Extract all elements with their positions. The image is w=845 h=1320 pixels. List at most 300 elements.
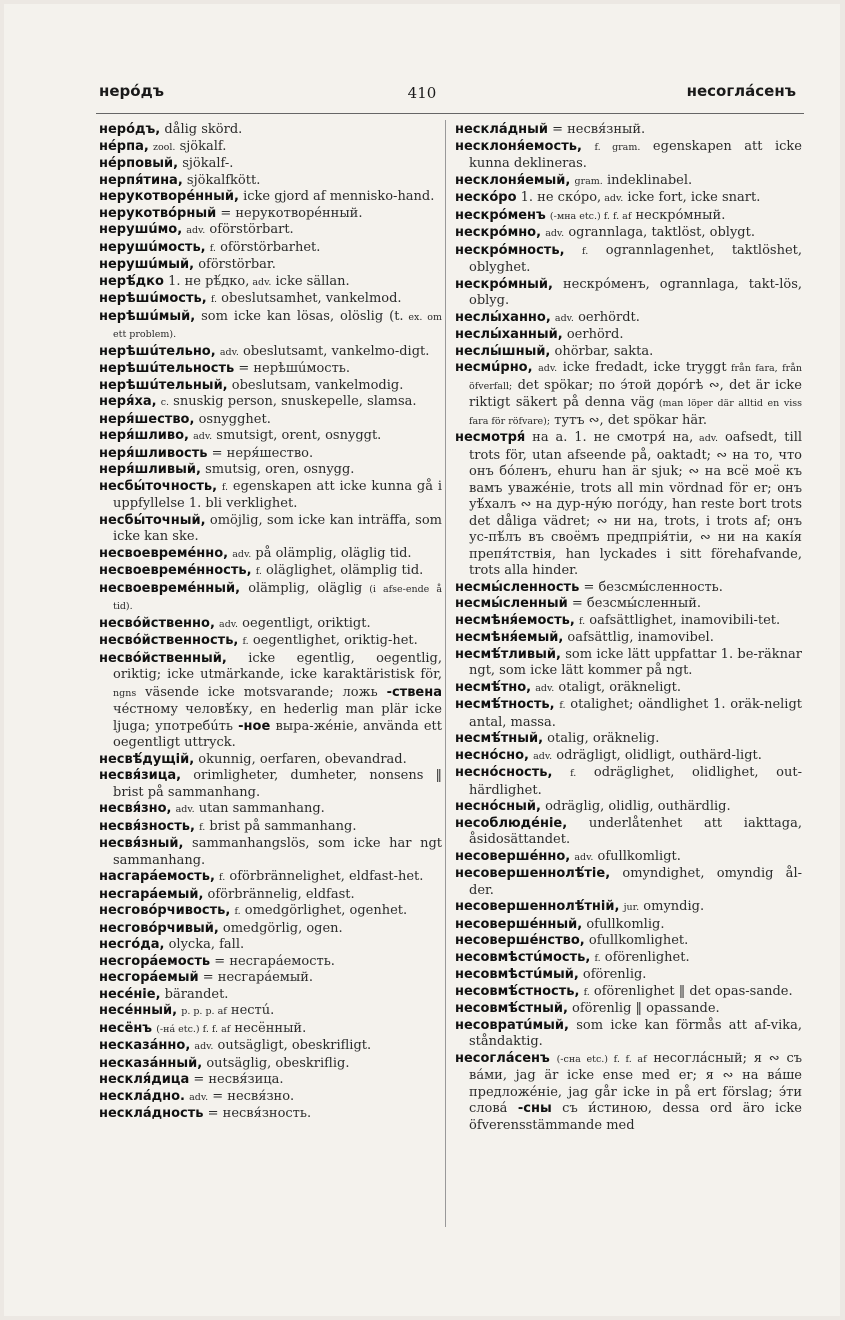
grammar-note: adv. (219, 618, 239, 630)
headword: несвóйственный, (99, 650, 227, 666)
dictionary-entry (99, 206, 442, 223)
form-inline: -ствена (386, 684, 442, 700)
definition-text: = несвя́зица. (193, 1072, 284, 1087)
headword: несоблюдéніе, (455, 815, 568, 831)
headword: нескрóмно, (455, 225, 542, 240)
dictionary-entry (455, 799, 802, 816)
definition-text: sammanhangslös, som icke har ngt sammanhang. (113, 836, 442, 868)
dictionary-entry (99, 1021, 442, 1039)
headword: несмѣ́тливый, (455, 646, 561, 662)
dictionary-entry (99, 1106, 442, 1123)
definition-text: = несвя́зность. (207, 1106, 312, 1121)
definition-text: otaligt, oräkneligt. (554, 679, 682, 695)
grammar-note: adv. (186, 225, 206, 236)
dictionary-entry (99, 462, 442, 479)
headword: несклáдный (455, 122, 548, 137)
definition-text: съ и́стиною, dessa ord äro icke öfverensstämmande med (469, 1101, 802, 1133)
dictionary-entry (99, 173, 442, 190)
dictionary-entry (455, 430, 802, 580)
definition-text: нескрóменъ, ogrannlaga, takt-lös, oblyg. (469, 276, 802, 308)
definition-text: olämplig, oläglig (248, 580, 363, 596)
headword: несмотря́ (455, 430, 526, 445)
dictionary-entry (455, 344, 802, 361)
headword: несовмѣ́стный, (455, 1001, 568, 1016)
headword: несмѣ́тный, (455, 731, 544, 746)
dictionary-entry (99, 156, 442, 173)
dictionary-entry (455, 310, 802, 328)
page-number: 410 (407, 84, 437, 102)
definition-text: = неря́шество. (211, 445, 314, 461)
headword: несоглáсенъ (455, 1050, 550, 1066)
dictionary-entry (455, 596, 802, 613)
column-divider (445, 120, 446, 1227)
definition-text: ofullkomlighet. (588, 933, 689, 948)
definition-text: = несвя́зный. (552, 122, 646, 137)
headword: несéнный, (99, 1003, 178, 1018)
definition-text: oafsättlig, inamovibel. (567, 630, 714, 645)
headword: нерóдъ, (99, 122, 161, 137)
dictionary-entry (99, 581, 442, 616)
left-column (99, 122, 442, 1123)
definition-text: obeslutsam, vankelmodig. (231, 377, 404, 393)
dictionary-entry (455, 765, 802, 799)
headword: несовершéнно, (455, 848, 571, 864)
definition-text: oafsättlighet, inamovibili-tet. (585, 612, 781, 628)
grammar-note: (man löper där alltid en viss fara för röfvare); (469, 398, 803, 427)
grammar-note: f. (255, 566, 262, 577)
grammar-note: f. (221, 481, 229, 493)
headword: несовершéнный, (455, 916, 583, 932)
headword: неря́шливо, (99, 428, 189, 443)
grammar-note: zool. (152, 141, 176, 153)
headword: нéрпа, (99, 138, 149, 154)
definition-text: omöjlig, som icke kan inträffa, som icke kan ske. (113, 512, 442, 544)
headword: нерукотворéнный, (99, 189, 239, 204)
definition-text: osnygghet. (198, 411, 271, 427)
definition-text: нескрóмный. (631, 207, 726, 223)
definition-text: несённый. (230, 1020, 307, 1036)
grammar-note: adv. (554, 312, 574, 324)
running-head-right: несоглáсенъ (686, 82, 796, 100)
headword: несмы́сленный (455, 596, 568, 611)
definition-text: чéстному человѣ́ку, en hederlig man plär icke ljuga; употребúть (113, 702, 442, 734)
definition-text: тутъ ∾, det spökar här. (550, 412, 708, 428)
grammar-note: adv. (538, 363, 558, 374)
dictionary-entry (455, 580, 802, 597)
definition-text: oegentligt, oriktigt. (238, 615, 371, 631)
definition-text: = несвя́зно. (208, 1088, 295, 1104)
headword: несёнъ (99, 1020, 153, 1036)
definition-text: omyndighet, omyndig ål-der. (469, 866, 802, 898)
definition-text: oförenlighet. (600, 949, 690, 965)
dictionary-entry (99, 1056, 442, 1073)
headword: неснóсность, (455, 765, 553, 780)
definition-text: = несгарáемость. (214, 953, 335, 969)
dictionary-entry (455, 360, 802, 430)
headword: несвóйственно, (99, 615, 215, 631)
grammar-note: f. gram. (594, 141, 641, 153)
headword: несмѣ́тность, (455, 697, 555, 712)
dictionary-entry (455, 917, 802, 934)
dictionary-entry (99, 903, 442, 921)
definition-text: 1. не рѣ́дко, (168, 273, 250, 289)
dictionary-entry (99, 309, 442, 344)
definition-text: odrägligt, olidligt, outhärd-ligt. (552, 747, 762, 763)
headword: неслы́ханно, (455, 309, 551, 325)
definition-text: smutsigt, orent, osnyggt. (212, 428, 382, 443)
definition-text: omedgörlighet, ogenhet. (240, 903, 408, 918)
definition-text: oförbrännelighet, eldfast-het. (225, 869, 424, 884)
headword: неря́шество, (99, 411, 195, 427)
grammar-note: adv. (219, 346, 239, 358)
grammar-note: f. (219, 872, 226, 883)
headword: несмѣ́тно, (455, 679, 532, 695)
form-inline: -сны (517, 1101, 552, 1116)
definition-text: odräglighet, olidlighet, out-härdlighet. (469, 765, 803, 798)
definition-text: icke gjord af mennisko-hand. (243, 189, 435, 204)
definition-text: ofullkomlig. (586, 916, 665, 932)
headword: нерѣшúтельно, (99, 343, 216, 359)
definition-text: ogrannlagenhet, taktlöshet, oblyghet. (469, 242, 802, 275)
grammar-note: adv. (601, 193, 624, 204)
grammar-note: f. (199, 821, 206, 833)
dictionary-entry (455, 866, 802, 899)
definition-text: väsende icke motsvarande; ложь (136, 684, 387, 700)
grammar-note: adv. (693, 433, 719, 444)
dictionary-entry (99, 752, 442, 769)
headword: нерѣ́дко (99, 273, 164, 289)
headword: нерукотвóрный (99, 205, 217, 221)
dictionary-entry (455, 327, 802, 344)
headword: несклáдно. (99, 1088, 185, 1104)
headword: несовершеннолѣ́тній, (455, 899, 620, 914)
dictionary-entry (99, 768, 442, 801)
grammar-note: gram. (574, 175, 603, 187)
headword: несвоевремéнность, (99, 563, 252, 578)
definition-text: egenskapen att icke kunna deklineras. (469, 138, 802, 171)
grammar-note: adv. (535, 682, 555, 694)
headword: неслы́ханный, (455, 327, 563, 342)
headword: несмы́сленность (455, 579, 580, 595)
dictionary-entry (455, 984, 802, 1002)
dictionary-entry (455, 122, 802, 139)
definition-text: utan sammanhang. (194, 801, 325, 816)
dictionary-entry (99, 819, 442, 837)
grammar-note: från fara, från öfverfall; (469, 363, 802, 392)
headword: несвѣ́дущій, (99, 751, 195, 767)
definition-text: sjökalf-. (182, 156, 234, 171)
grammar-note: (-нá etc.) f. f. af (156, 1023, 231, 1035)
grammar-note: (-мна etc.) f. f. af (549, 210, 632, 222)
definition-text: нестú. (226, 1003, 275, 1018)
definition-text: det spökar; по э́той дорóгѣ ∾, det är icke riktigt säkert på denna väg (469, 377, 802, 410)
headword: неснóсный, (455, 799, 541, 814)
right-column (455, 122, 802, 1134)
headword: нерѣшúтельный, (99, 377, 228, 393)
headword: нескóро (455, 190, 517, 205)
definition-text: oegentlighet, oriktig-het. (248, 633, 418, 648)
dictionary-entry (455, 208, 802, 226)
definition-text: выра-жéніе, använda ett oegentligt uttryck. (113, 718, 443, 750)
dictionary-entry (455, 697, 802, 731)
dictionary-entry (99, 921, 442, 938)
headword: несмѣня́емый, (455, 630, 564, 645)
definition-text: oförbrännelig, eldfast. (207, 886, 355, 902)
headword: несвоевремéнный, (99, 580, 241, 596)
dictionary-entry (99, 361, 442, 378)
dictionary-entry (455, 731, 802, 748)
headword: несвя́зно, (99, 801, 172, 816)
definition-text: = безсмы́сленный. (571, 596, 701, 611)
dictionary-entry (99, 887, 442, 904)
dictionary-entry (99, 1003, 442, 1021)
headword: несвя́зица, (99, 768, 182, 783)
headword: несéніе, (99, 986, 161, 1002)
definition-text: icke fort, icke snart. (623, 190, 761, 205)
dictionary-entry (99, 139, 442, 157)
definition-text: dålig skörd. (164, 122, 243, 137)
headword: неснóсно, (455, 747, 529, 763)
dictionary-entry (455, 139, 802, 173)
definition-text: ogrannlaga, taktlöst, oblygt. (564, 225, 755, 240)
definition-text: omedgörlig, ogen. (222, 920, 343, 936)
grammar-note: (-сна etc.) f. f. af (556, 1053, 647, 1065)
header-rule (96, 113, 804, 114)
definition-text: obeslutsamhet, vankelmod. (217, 291, 402, 306)
dictionary-entry (455, 630, 802, 647)
headword: несказáнно, (99, 1038, 191, 1053)
dictionary-entry (99, 651, 442, 752)
dictionary-entry (455, 1001, 802, 1018)
grammar-note: f. (594, 952, 601, 964)
definition-text: snuskig person, snuskepelle, slamsa. (169, 394, 417, 409)
definition-text: oförenlighet ‖ det opas-sande. (589, 983, 793, 999)
dictionary-entry (99, 937, 442, 954)
dictionary-entry (455, 277, 802, 310)
dictionary-entry (99, 291, 442, 309)
headword: нерушúмый, (99, 257, 195, 272)
headword: нескрóмный, (455, 276, 553, 292)
definition-text: sjökalfkött. (186, 172, 261, 188)
grammar-note: adv. (249, 276, 272, 288)
headword: несовратúмый, (455, 1017, 569, 1033)
definition-text: smutsig, oren, osnygg. (205, 462, 355, 477)
grammar-note: adv. (232, 548, 252, 560)
headword: несовмѣстúмость, (455, 949, 591, 965)
headword: нескля́дица (99, 1072, 190, 1087)
dictionary-entry (455, 243, 802, 277)
definition-text: sjökalf. (175, 138, 227, 154)
headword: несговóрчивый, (99, 920, 219, 936)
dictionary-entry (99, 257, 442, 274)
grammar-note: adv. (189, 1091, 209, 1103)
dictionary-entry (99, 240, 442, 258)
dictionary-entry (455, 190, 802, 208)
dictionary-entry (455, 748, 802, 766)
headword: несвóйственность, (99, 633, 239, 648)
dictionary-entry (99, 222, 442, 240)
dictionary-entry (99, 428, 442, 446)
grammar-note: f. (570, 768, 577, 779)
dictionary-entry (455, 899, 802, 917)
definition-text: okunnig, oerfaren, obevandrad. (198, 751, 407, 767)
headword: нерѣшúтельность (99, 361, 235, 376)
dictionary-entry (99, 446, 442, 463)
definition-text: underlåtenhet att iakttaga, åsidosättandet. (469, 815, 802, 847)
definition-text: oläglighet, olämplig tid. (261, 563, 424, 578)
definition-text: icke egentlig, oegentlig, oriktig; icke utmärkande, icke karaktäristisk för, (113, 650, 443, 682)
dictionary-entry (99, 189, 442, 206)
headword: нерушúмо, (99, 222, 183, 237)
dictionary-entry (99, 801, 442, 819)
grammar-note: (i afse-ende å tid). (113, 583, 442, 612)
dictionary-entry (455, 933, 802, 950)
definition-text: oförstörbar. (198, 257, 276, 272)
dictionary-entry (455, 680, 802, 698)
grammar-note: c. (160, 397, 170, 408)
definition-text: ofullkomligt. (593, 848, 681, 864)
dictionary-entry (99, 954, 442, 971)
dictionary-entry (99, 546, 442, 564)
definition-text: = нерукотворéнный. (220, 205, 363, 221)
dictionary-entry (99, 122, 442, 139)
headword: несбы́точный, (99, 512, 206, 528)
dictionary-entry (455, 1051, 802, 1135)
dictionary-entry (455, 1018, 802, 1051)
definition-text: olycka, fall. (168, 937, 245, 952)
definition-text: obeslutsamt, vankelmo-digt. (238, 343, 430, 359)
dictionary-entry (99, 633, 442, 651)
grammar-note: adv. (574, 851, 594, 863)
headword: нескрóмность, (455, 242, 565, 258)
definition-text: несоглáсный; я ∾ съ вáми, jag är icke ense med er; я ∾ на вáше предложéніе, jag går icke in på ert förslag; э́ти словá (469, 1050, 803, 1116)
headword: неря́шливый, (99, 462, 201, 477)
headword: несгарáемый, (99, 886, 204, 902)
definition-text: icke fredadt, icke tryggt (557, 360, 727, 375)
headword: неслы́шный, (455, 343, 551, 359)
definition-text: omyndig. (639, 899, 705, 914)
headword: несовершеннолѣ́тіе, (455, 866, 611, 881)
running-head-left: нерóдъ (99, 82, 164, 100)
grammar-note: f. (583, 986, 590, 998)
definition-text: som icke kan lösas, olöslig (t. (201, 308, 404, 324)
headword: нерѣшúмость, (99, 291, 207, 306)
definition-text: egenskapen att icke kunna gå i uppfyllelse 1. bli verklighet. (113, 478, 442, 511)
grammar-note: adv. (175, 804, 195, 815)
definition-text: som icke lätt uppfattar 1. be-räknar ngt, som icke lätt kommer på ngt. (469, 646, 802, 678)
definition-text: brist på sammanhang. (205, 818, 357, 834)
grammar-note: adv. (194, 1041, 214, 1052)
headword: нерушúмость, (99, 239, 206, 255)
dictionary-entry (99, 394, 442, 412)
dictionary-entry (99, 344, 442, 362)
definition-text: 1. не скóро, (520, 190, 602, 205)
headword: насгарáемость, (99, 869, 215, 884)
dictionary-entry (99, 412, 442, 429)
grammar-note: f. (559, 700, 566, 711)
definition-text: oafsedt, till trots för, utan afseende på, oaktadt; ∾ на то, что онъ бóленъ, ehuru han är sjuk; ∾ на всё моё къ вамъ уважéніе, trots all min vördnad för er; онъ уѣ́халъ ∾ на дур-нýю погóду, han reste bort trots det dåliga vädret; ∾ ни на, trots, i trots af; онъ ус-пѣ́лъ въ своёмъ предпрія́тіи, ∾ ни на кaкíя препя́тствія, han lyckades i sitt förehafvande, trots alla hinder. (469, 430, 803, 578)
definition-text: otalighet; oändlighet 1. oräk-neligt antal, massa. (469, 697, 803, 730)
headword: несмúрно, (455, 360, 533, 375)
definition-text: odräglig, olidlig, outhärdlig. (545, 799, 731, 814)
headword: неря́ха, (99, 394, 157, 409)
dictionary-entry (455, 849, 802, 867)
definition-text: oförstörbart. (205, 222, 294, 237)
dictionary-entry (455, 225, 802, 243)
definition-text: bärandet. (164, 986, 229, 1002)
grammar-note: adv. (545, 228, 565, 239)
form-inline: -ное (238, 718, 271, 734)
grammar-note: adv. (193, 431, 213, 442)
dictionary-entry (455, 950, 802, 968)
headword: несвоевремéнно, (99, 545, 229, 561)
dictionary-entry (99, 970, 442, 987)
dictionary-entry (99, 563, 442, 581)
dictionary-entry (99, 513, 442, 546)
headword: несгорáемость (99, 953, 211, 969)
headword: несгóда, (99, 937, 165, 952)
definition-text: outsäglig, obeskriflig. (206, 1055, 350, 1071)
definition-text: на a. 1. не смотря́ на, (532, 430, 694, 445)
dictionary-entry (99, 616, 442, 634)
dictionary-entry (455, 816, 802, 849)
headword: нерпя́тина, (99, 172, 183, 188)
grammar-note: ngns (113, 687, 137, 699)
dictionary-entry (99, 1038, 442, 1056)
grammar-note: f. (209, 242, 216, 254)
headword: несовмѣ́стность, (455, 983, 580, 999)
definition-text: på olämplig, oläglig tid. (251, 545, 412, 561)
grammar-note: f. (210, 294, 218, 305)
dictionary-entry (455, 647, 802, 680)
headword: неря́шливость (99, 445, 208, 461)
definition-text: oförstörbarhet. (215, 239, 321, 255)
dictionary-entry (99, 378, 442, 395)
dictionary-entry (455, 173, 802, 191)
dictionary-entry (99, 836, 442, 869)
headword: несовмѣстúмый, (455, 967, 579, 982)
dictionary-entry (99, 1089, 442, 1107)
grammar-note: f. (242, 636, 249, 647)
grammar-note: ex. om ett problem). (113, 311, 442, 340)
grammar-note: p. p. p. af (181, 1006, 227, 1017)
grammar-note: f. (582, 245, 589, 257)
headword: нескрóменъ (455, 207, 546, 223)
headword: нéрповый, (99, 156, 179, 171)
dictionary-entry (99, 987, 442, 1004)
definition-text: som icke kan förmås att af-vika, ståndaktig. (469, 1017, 802, 1049)
definition-text: otalig, oräknelig. (547, 731, 660, 746)
headword: несбы́точность, (99, 478, 218, 494)
headword: несклáдность (99, 1106, 204, 1121)
headword: нерѣшúмый, (99, 308, 196, 324)
dictionary-page (4, 4, 840, 1316)
headword: несговóрчивость, (99, 903, 231, 918)
dictionary-entry (455, 967, 802, 984)
dictionary-entry (99, 869, 442, 887)
grammar-note: adv. (533, 750, 553, 762)
headword: несклоня́емый, (455, 172, 571, 188)
definition-text: oerhördt. (573, 309, 640, 325)
definition-text: = нерѣшúмость. (238, 361, 350, 376)
definition-text: orimligheter, dumheter, nonsens ‖ brist på sammanhang. (113, 768, 442, 800)
grammar-note: f. (234, 906, 241, 917)
grammar-note: f. (578, 615, 586, 627)
headword: несказáнный, (99, 1055, 203, 1071)
definition-text: = безсмы́сленность. (583, 579, 723, 595)
grammar-note: jur. (623, 902, 640, 913)
dictionary-entry (99, 1072, 442, 1089)
